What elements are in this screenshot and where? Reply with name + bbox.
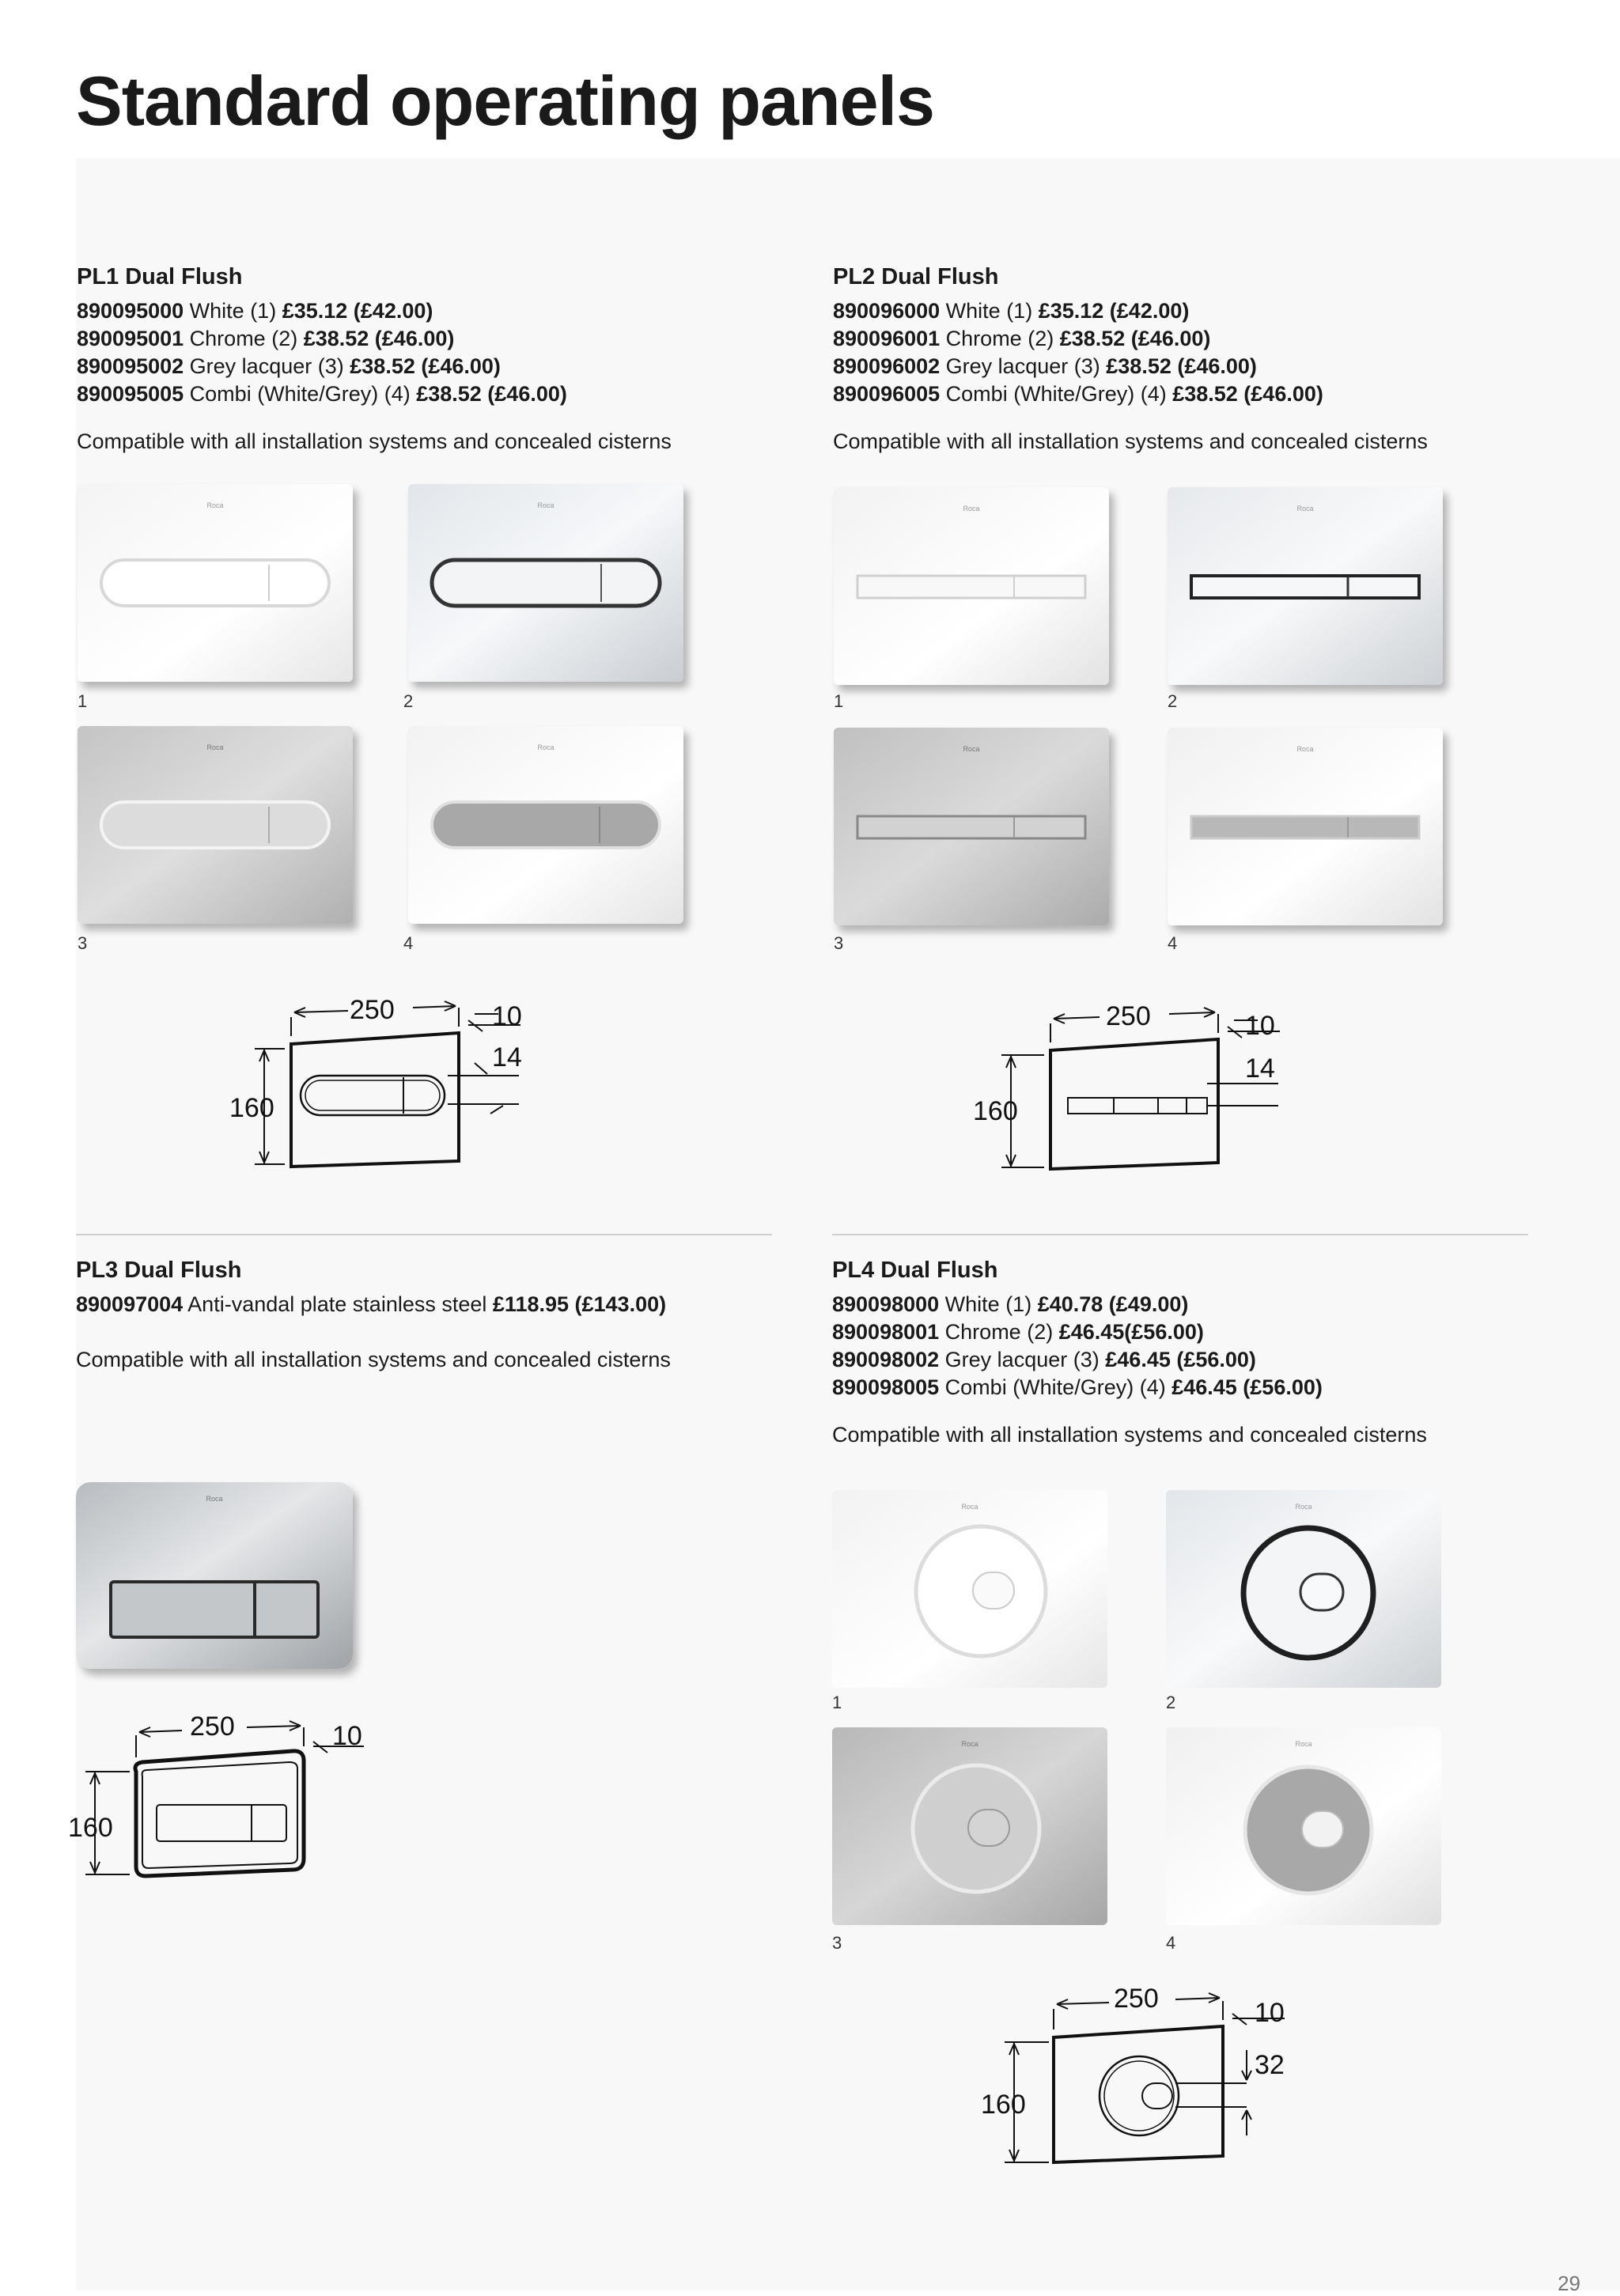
pl4-grey-panel-image (832, 1727, 1107, 1925)
product-desc: Grey lacquer (3) (944, 1348, 1100, 1371)
product-code: 890098000 (832, 1292, 940, 1316)
product-price: £38.52 (£46.00) (1106, 354, 1257, 378)
pl2-dimension-diagram (973, 987, 1321, 1185)
pl3-dim-depth: 10 (332, 1721, 362, 1751)
product-code: 890095000 (77, 299, 184, 323)
product-desc: Combi (White/Grey) (4) (189, 382, 411, 406)
svg-text:Roca: Roca (1296, 505, 1314, 513)
pl1-dim-depth: 10 (492, 1001, 522, 1031)
pl1-white-panel-image (78, 484, 353, 682)
pl1-caption-2: 2 (403, 691, 414, 711)
svg-text:Roca: Roca (963, 745, 980, 753)
pl4-dim-depth: 10 (1255, 1998, 1285, 2028)
pl4-caption-4: 4 (1166, 1933, 1176, 1953)
pl2-chrome-panel-image (1168, 487, 1443, 685)
pl2-heading: PL2 Dual Flush (833, 264, 999, 289)
pl2-grey-panel-image (834, 728, 1109, 925)
pl1-section (77, 263, 672, 456)
pl2-dim-height: 160 (973, 1096, 1018, 1126)
pl4-caption-2: 2 (1166, 1693, 1176, 1712)
pl1-combi-panel-image (408, 726, 683, 924)
product-desc: Grey lacquer (3) (189, 354, 344, 378)
product-price: £35.12 (£42.00) (1038, 299, 1190, 323)
product-code: 890098001 (832, 1320, 940, 1344)
svg-text:Roca: Roca (961, 1740, 978, 1748)
pl1-dim-width: 250 (350, 995, 395, 1025)
pl4-heading: PL4 Dual Flush (832, 1258, 998, 1283)
product-price: £38.52 (£46.00) (303, 327, 455, 350)
pl1-compatibility-note: Compatible with all installation systems and concealed cisterns (77, 429, 672, 453)
product-desc: Chrome (2) (944, 1320, 1054, 1344)
pl1-chrome-panel-image (408, 484, 683, 682)
product-line (833, 297, 1428, 325)
product-line (833, 380, 1428, 408)
product-desc: Combi (White/Grey) (4) (945, 382, 1167, 406)
product-desc: White (1) (944, 1292, 1032, 1316)
pl2-product-list (833, 297, 1428, 408)
product-price: £38.52 (£46.00) (1172, 382, 1323, 406)
product-line (833, 353, 1428, 380)
product-price: £46.45 (£56.00) (1171, 1375, 1323, 1399)
pl1-dimension-diagram (214, 981, 562, 1178)
product-desc: White (1) (189, 299, 277, 323)
product-line (833, 325, 1428, 353)
pl4-product-list (832, 1291, 1427, 1401)
pl1-heading: PL1 Dual Flush (77, 264, 243, 289)
pl3-dim-width: 250 (190, 1712, 235, 1742)
pl1-dim-button: 14 (492, 1042, 522, 1072)
svg-text:Roca: Roca (961, 1503, 978, 1511)
svg-text:Roca: Roca (1296, 745, 1314, 753)
svg-text:Roca: Roca (1295, 1740, 1312, 1748)
pl3-section (76, 1256, 671, 1374)
pl4-dim-height: 160 (981, 2090, 1026, 2120)
svg-text:Roca: Roca (963, 505, 980, 513)
pl2-combi-panel-image (1168, 728, 1443, 925)
product-price: £35.12 (£42.00) (282, 299, 433, 323)
pl2-white-panel-image (834, 487, 1109, 685)
product-code: 890097004 (76, 1292, 184, 1316)
pl1-caption-1: 1 (78, 691, 88, 711)
product-code: 890095001 (77, 327, 184, 350)
product-line (832, 1374, 1427, 1401)
product-line (77, 325, 672, 353)
svg-text:Roca: Roca (537, 501, 555, 509)
product-line (832, 1291, 1427, 1318)
product-line (832, 1346, 1427, 1374)
pl4-chrome-panel-image (1166, 1490, 1441, 1688)
product-price: £40.78 (£49.00) (1037, 1292, 1189, 1316)
pl4-dimension-diagram (981, 1973, 1329, 2178)
page-number: 29 (1558, 2271, 1580, 2295)
pl3-compatibility-note: Compatible with all installation systems and concealed cisterns (76, 1348, 671, 1371)
pl2-caption-4: 4 (1168, 933, 1178, 953)
product-price: £46.45 (£56.00) (1105, 1348, 1256, 1371)
product-line (76, 1291, 671, 1318)
pl2-dim-width: 250 (1106, 1001, 1151, 1031)
pl1-product-list (77, 297, 672, 408)
svg-text:Roca: Roca (206, 1495, 223, 1503)
product-line (77, 353, 672, 380)
pl2-caption-3: 3 (834, 933, 844, 953)
page-background (76, 158, 1620, 2290)
product-price: £38.52 (£46.00) (350, 354, 501, 378)
pl2-compatibility-note: Compatible with all installation systems and concealed cisterns (833, 429, 1428, 453)
product-line (832, 1318, 1427, 1346)
svg-text:Roca: Roca (537, 743, 555, 751)
pl4-section (832, 1256, 1427, 1449)
product-desc: White (1) (945, 299, 1033, 323)
product-line (77, 297, 672, 325)
pl4-dim-button: 32 (1255, 2050, 1285, 2080)
product-price: £46.45(£56.00) (1058, 1320, 1204, 1344)
pl1-caption-4: 4 (403, 933, 414, 953)
svg-text:Roca: Roca (206, 501, 224, 509)
product-desc: Grey lacquer (3) (945, 354, 1100, 378)
product-desc: Chrome (2) (945, 327, 1054, 350)
pl4-dim-width: 250 (1114, 1984, 1159, 2014)
product-desc: Chrome (2) (189, 327, 298, 350)
pl3-dim-height: 160 (68, 1813, 113, 1843)
pl2-caption-2: 2 (1168, 691, 1178, 711)
pl4-caption-3: 3 (832, 1933, 842, 1953)
product-code: 890098005 (832, 1375, 940, 1399)
section-divider (832, 1234, 1528, 1235)
product-price: £118.95 (£143.00) (492, 1292, 667, 1316)
pl2-section (833, 263, 1428, 456)
product-code: 890098002 (832, 1348, 940, 1371)
pl2-caption-1: 1 (834, 691, 844, 711)
pl4-white-panel-image (832, 1490, 1107, 1688)
product-code: 890096001 (833, 327, 941, 350)
pl1-grey-panel-image (78, 726, 353, 924)
product-desc: Anti-vandal plate stainless steel (187, 1292, 487, 1316)
svg-text:Roca: Roca (206, 743, 224, 751)
pl3-dimension-diagram (63, 1700, 396, 1890)
pl4-combi-panel-image (1166, 1727, 1441, 1925)
product-code: 890096005 (833, 382, 941, 406)
product-price: £38.52 (£46.00) (1059, 327, 1211, 350)
product-code: 890096000 (833, 299, 941, 323)
pl1-dim-height: 160 (229, 1093, 274, 1123)
pl1-caption-3: 3 (78, 933, 88, 953)
product-desc: Combi (White/Grey) (4) (944, 1375, 1166, 1399)
product-line (77, 380, 672, 408)
product-code: 890095002 (77, 354, 184, 378)
section-divider (76, 1234, 772, 1235)
pl3-product-list (76, 1291, 671, 1318)
svg-text:Roca: Roca (1295, 1503, 1312, 1511)
pl3-stainless-panel-image (76, 1482, 353, 1669)
pl4-compatibility-note: Compatible with all installation systems and concealed cisterns (832, 1423, 1427, 1447)
page-title: Standard operating panels (76, 62, 934, 140)
pl4-caption-1: 1 (832, 1693, 842, 1712)
product-code: 890095005 (77, 382, 184, 406)
product-price: £38.52 (£46.00) (416, 382, 567, 406)
product-code: 890096002 (833, 354, 941, 378)
pl2-dim-button: 14 (1245, 1053, 1275, 1084)
pl2-dim-depth: 10 (1245, 1011, 1275, 1041)
pl3-heading: PL3 Dual Flush (76, 1258, 242, 1283)
